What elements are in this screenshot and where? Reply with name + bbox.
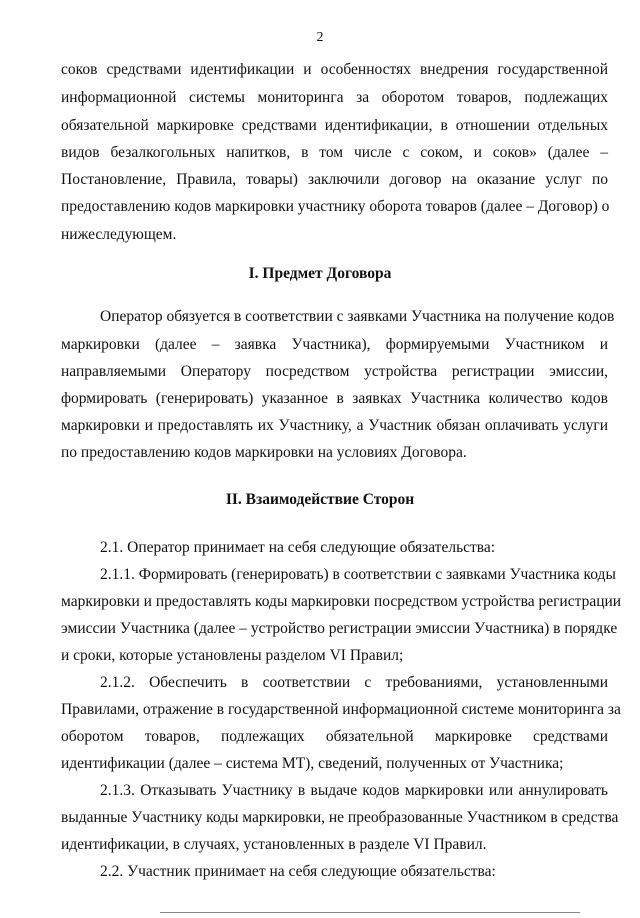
- section-1-line: по предоставлению кодов маркировки на условиях Договора.: [61, 444, 467, 461]
- clause-2-1-2-line: оборотом товаров, подлежащих обязательной маркировке средствами: [61, 728, 608, 745]
- clause-2-1-2-line: Правилами, отражение в государственной информационной системе мониторинга за: [61, 701, 621, 718]
- clause-2-1-2-line: идентификации (далее – система МТ), сведений, полученных от Участника;: [61, 755, 564, 772]
- preamble-line: нижеследующем.: [61, 226, 177, 243]
- clause-2-1-1-line: эмиссии Участника (далее – устройство регистрации эмиссии Участника) в порядке: [61, 620, 618, 637]
- section-1-line: формировать (генерировать) указанное в заявках Участника количество кодов: [61, 390, 608, 407]
- clause-2-1-2-line: 2.1.2. Обеспечить в соответствии с требованиями, установленными: [100, 674, 608, 691]
- clause-2-1-1-line: маркировки и предоставлять коды маркировки посредством устройства регистрации: [61, 593, 622, 610]
- clause-2-1-1-line: и сроки, которые установлены разделом VI Правил;: [61, 647, 404, 664]
- page-number: 2: [316, 30, 324, 45]
- scan-edge-mark: [160, 912, 580, 913]
- section-2-title: II. Взаимодействие Сторон: [225, 491, 415, 508]
- section-1-line: маркировки (далее – заявка Участника), формируемыми Участником и: [61, 336, 608, 353]
- clause-2-1-3-line: 2.1.3. Отказывать Участнику в выдаче кодов маркировки или аннулировать: [100, 782, 608, 799]
- clause-2-2: 2.2. Участник принимает на себя следующие обязательства:: [100, 863, 496, 880]
- preamble-line: видов безалкогольных напитков, в том числе с соком, и соков» (далее –: [61, 144, 608, 161]
- preamble-line: соков средствами идентификации и особенностях внедрения государственной: [61, 61, 608, 78]
- clause-2-1-3-line: идентификации, в случаях, установленных в разделе VI Правил.: [61, 836, 487, 853]
- preamble-line: информационной системы мониторинга за оборотом товаров, подлежащих: [61, 89, 608, 106]
- preamble-line: обязательной маркировке средствами идентификации, в отношении отдельных: [61, 117, 608, 134]
- section-1-line: направляемыми Оператору посредством устройства регистрации эмиссии,: [61, 363, 608, 380]
- section-1-title: I. Предмет Договора: [248, 265, 392, 282]
- clause-2-1-3-line: выданные Участнику коды маркировки, не преобразованные Участником в средства: [61, 809, 619, 826]
- preamble-line: предоставлению кодов маркировки участнику оборота товаров (далее – Договор) о: [61, 198, 610, 215]
- clause-2-1: 2.1. Оператор принимает на себя следующие обязательства:: [100, 539, 496, 556]
- preamble-line: Постановление, Правила, товары) заключили договор на оказание услуг по: [61, 171, 608, 188]
- clause-2-1-1-line: 2.1.1. Формировать (генерировать) в соответствии с заявками Участника коды: [100, 566, 616, 583]
- section-1-line: маркировки и предоставлять их Участнику, а Участник обязан оплачивать услуги: [61, 417, 608, 434]
- section-1-line: Оператор обязуется в соответствии с заявками Участника на получение кодов: [100, 308, 615, 325]
